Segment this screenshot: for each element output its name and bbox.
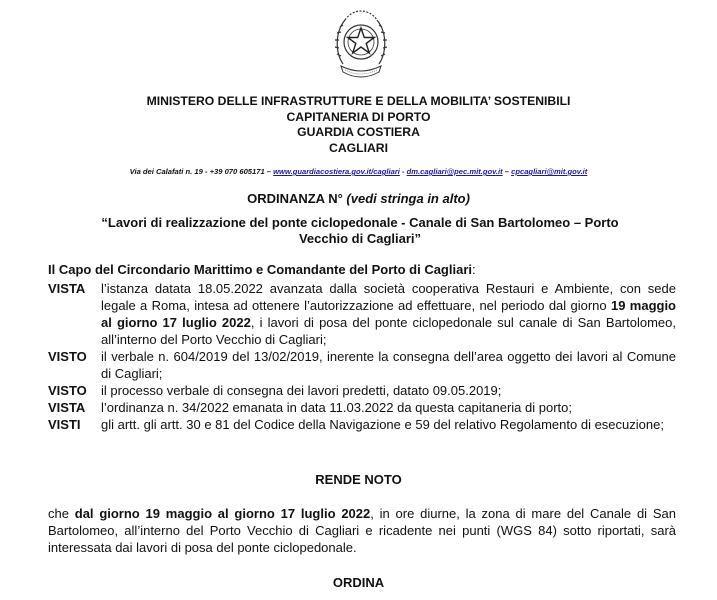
recital [48, 416, 676, 433]
contact-line [0, 167, 717, 176]
recital [48, 382, 676, 399]
separator: - [399, 167, 407, 176]
corps-name: GUARDIA COSTIERA [297, 125, 420, 139]
office-name: CAPITANERIA DI PORTO [286, 109, 431, 124]
ordinance-number-note: (vedi stringa in alto) [346, 191, 470, 206]
issuer-intro [48, 262, 476, 277]
ordina-heading: ORDINA [332, 575, 385, 590]
recital-keyword: VISTO [48, 349, 87, 364]
notice-period: dal giorno 19 maggio al giorno 17 luglio 2022 [74, 506, 371, 521]
notice-text-a: che [48, 506, 75, 521]
rende-noto-heading: RENDE NOTO [315, 472, 402, 487]
recital-text: l’ordinanza n. 34/2022 emanata in data 11.03.2022 da questa capitaneria di porto; [101, 400, 572, 415]
recital-text-b: , i lavori di posa del ponte ciclopedonale sul canale di San Bartolomeo, all’interno del Porto Vecchio di Cagliari; [101, 315, 676, 347]
email-link[interactable]: cpcagliari@mit.gov.it [511, 167, 588, 176]
recital-keyword: VISTA [48, 281, 86, 296]
ordinance-label: ORDINANZA N° [247, 191, 347, 206]
city-name: CAGLIARI [329, 140, 388, 155]
separator: – [502, 167, 512, 176]
recital-keyword: VISTO [48, 383, 87, 398]
ministry-name: MINISTERO DELLE INFRASTRUTTURE E DELLA MOBILITA’ SOSTENIBILI [146, 94, 571, 108]
recitals [48, 280, 676, 433]
issuer-text: Il Capo del Circondario Marittimo e Comandante del Porto di Cagliari [48, 262, 472, 277]
website-link[interactable]: www.guardiacostiera.gov.it/cagliari [273, 167, 400, 176]
ordinance-title [0, 191, 717, 206]
recital-text: il verbale n. 604/2019 del 13/02/2019, inerente la consegna dell’area oggetto dei lavori al Comune di Cagliari; [101, 349, 676, 381]
recital-text: il processo verbale di consegna dei lavori predetti, datato 09.05.2019; [101, 383, 502, 398]
address: Via dei Calafati n. 19 - +39 070 605171 – [129, 167, 274, 176]
recital-text: gli artt. gli artt. 30 e 81 del Codice della Navigazione e 59 del relativo Regolamento di esecuzione; [101, 417, 664, 432]
recital-period: 19 maggio al giorno 17 luglio 2022 [101, 298, 677, 330]
emblem-icon [333, 2, 389, 90]
recital [48, 399, 676, 416]
recital [48, 280, 676, 348]
recital-text-a: l’istanza datata 18.05.2022 avanzata dalla società cooperativa Restauri e Ambiente, con sede legale a Roma, intesa ad ottenere l’autorizzazione ad effettuare, nel periodo dal giorno [101, 281, 676, 313]
letterhead [0, 94, 717, 156]
italian-republic-emblem [333, 2, 389, 90]
notice-text-b: , in ore diurne, la zona di mare del Canale di San Bartolomeo, all’interno del Porto Vecchio di Cagliari e ricadente nei punti (WGS 84) sotto riportati, sarà interessata dai lavori di posa del ponte ciclopedonale. [48, 506, 676, 555]
recital-keyword: VISTI [48, 417, 81, 432]
recital [48, 348, 676, 382]
recital-keyword: VISTA [48, 400, 86, 415]
rende-noto-text [48, 505, 676, 556]
pec-email-link[interactable]: dm.cagliari@pec.mit.gov.it [406, 167, 503, 176]
recital-text [101, 280, 676, 348]
ordinance-subject: “Lavori di realizzazione del ponte ciclopedonale - Canale di San Bartolomeo – Porto Vecchio di Cagliari” [101, 215, 619, 246]
colon: : [472, 262, 476, 277]
